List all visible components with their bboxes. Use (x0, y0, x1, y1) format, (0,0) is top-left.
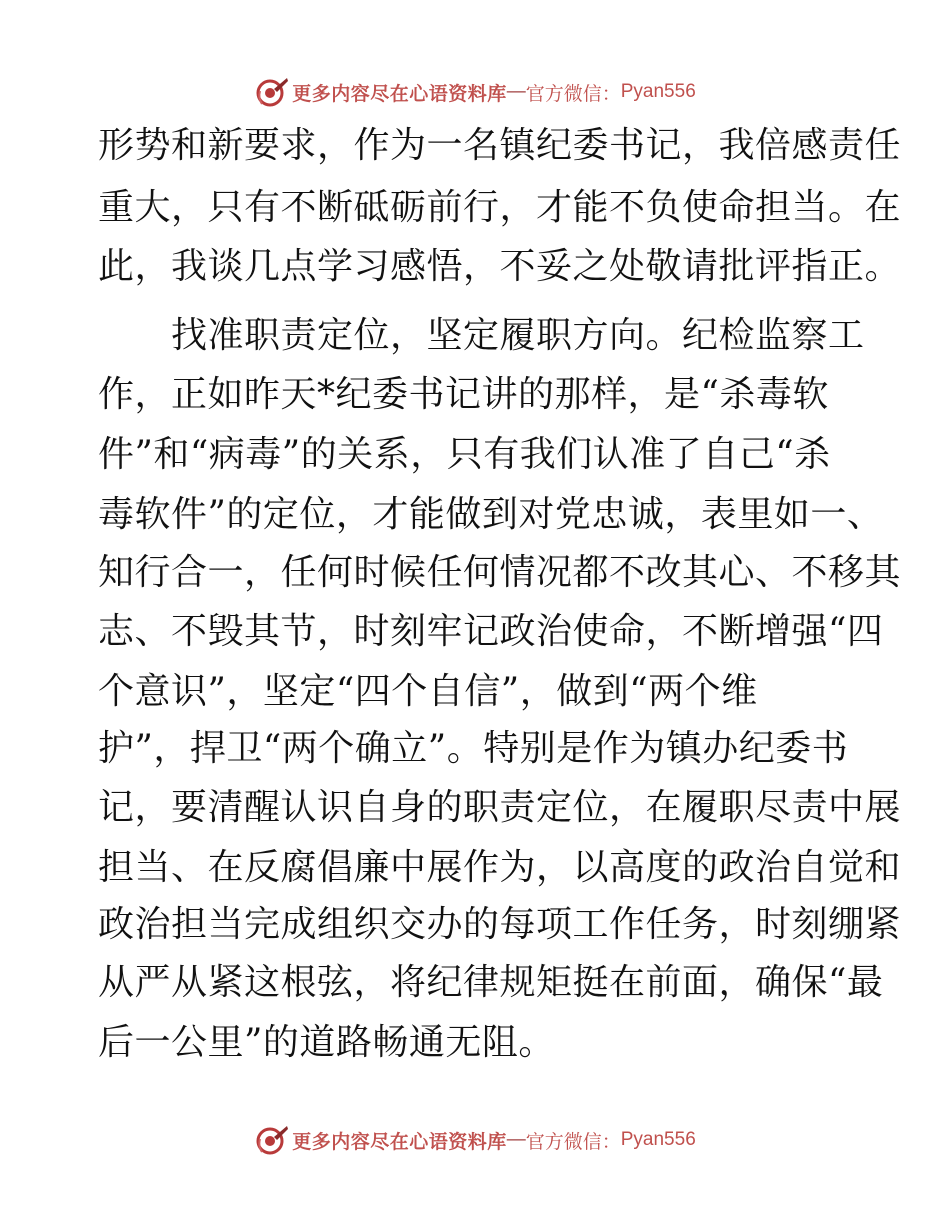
text-line: 毒软件”的定位，才能做到对党忠诚，表里如一、 (98, 494, 884, 535)
site-name: 更多内容尽在心语资料库 (292, 83, 507, 105)
text-line: 知行合一，任何时候任何情况都不改其心、不移其 (98, 552, 902, 593)
site-name: 更多内容尽在心语资料库 (292, 1131, 507, 1153)
text-line: 护”，捍卫“两个确立”。特别是作为镇办纪委书 (98, 728, 849, 769)
text-line: 形势和新要求，作为一名镇纪委书记，我倍感责任 (98, 125, 902, 166)
separator-dash: — (506, 81, 526, 102)
text-line: 担当、在反腐倡廉中展作为，以高度的政治自觉和 (98, 847, 902, 888)
text-line: 从严从紧这根弦，将纪律规矩挺在前面，确保“最 (98, 962, 884, 1003)
wechat-label: 官方微信： (525, 1131, 621, 1153)
wechat-id: Pyan556 (620, 81, 696, 102)
footer-banner (0, 1120, 950, 1160)
logo-icon (254, 74, 290, 110)
header-banner (0, 72, 950, 112)
text-line: 件”和“病毒”的关系，只有我们认准了自己“杀 (98, 434, 831, 475)
logo-icon (254, 1122, 290, 1158)
text-line: 此，我谈几点学习感悟，不妥之处敬请批评指正。 (98, 246, 902, 287)
text-line: 记，要清醒认识自身的职责定位，在履职尽责中展 (98, 787, 902, 828)
text-line: 个意识”，坚定“四个自信”，做到“两个维 (98, 671, 758, 712)
wechat-label: 官方微信： (525, 83, 621, 105)
separator-dash: — (506, 1129, 526, 1150)
text-line: 志、不毁其节，时刻牢记政治使命，不断增强“四 (98, 611, 884, 652)
text-line: 作，正如昨天*纪委书记讲的那样，是“杀毒软 (98, 374, 829, 415)
wechat-id: Pyan556 (620, 1129, 696, 1150)
text-line: 找准职责定位，坚定履职方向。纪检监察工 (98, 315, 865, 356)
text-line: 重大，只有不断砥砺前行，才能不负使命担当。在 (98, 187, 902, 228)
text-line: 后一公里”的道路畅通无阻。 (98, 1022, 555, 1063)
text-line: 政治担当完成组织交办的每项工作任务，时刻绷紧 (98, 904, 902, 945)
